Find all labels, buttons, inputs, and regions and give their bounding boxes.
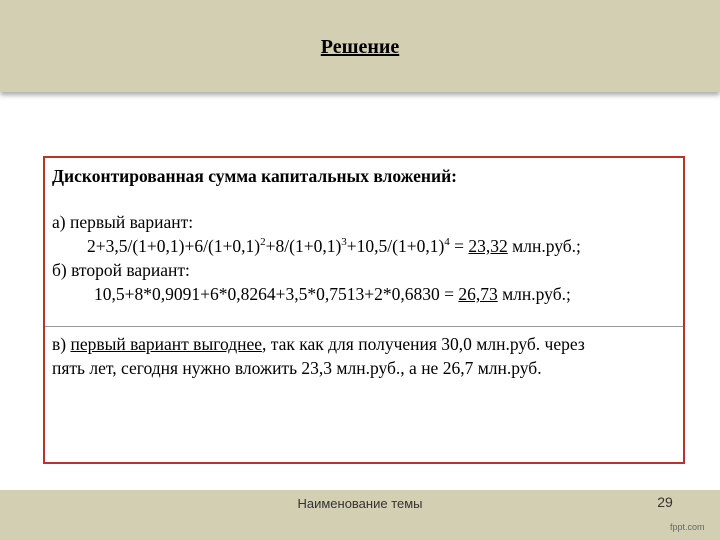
slide-title: Решение (320, 36, 400, 58)
variant-b-formula: 10,5+8*0,9091+6*0,8264+3,5*0,7513+2*0,6830 = 26,73 млн.руб.; (94, 284, 571, 304)
variant-b-label: б) второй вариант: (52, 260, 190, 280)
content-heading: Дисконтированная сумма капитальных вложений: (52, 166, 457, 186)
variant-a-formula: $2+3,5/(1+0,1)+6/(1+0,1)^2+8/(1+0,1)^3+10,5/(1+0,1)^4 = 23,32$ млн.руб.; (87, 236, 581, 256)
footer-topic: Наименование темы (297, 496, 423, 511)
variant-a-label: а) первый вариант: (52, 212, 194, 232)
conclusion-line-1: в) первый вариант выгоднее, так как для получения 30,0 млн.руб. через (52, 334, 585, 354)
conclusion-line-2: пять лет, сегодня нужно вложить 23,3 млн.руб., а не 26,7 млн.руб. (52, 358, 542, 378)
variant-b-result: 26,73 (458, 284, 498, 304)
content-frame (43, 156, 685, 464)
separator-line (45, 326, 683, 327)
variant-a-result: 23,32 (468, 236, 508, 256)
page-number: 29 (657, 494, 673, 510)
conclusion-highlight: первый вариант выгоднее (70, 334, 262, 354)
watermark: fppt.com (670, 522, 705, 532)
